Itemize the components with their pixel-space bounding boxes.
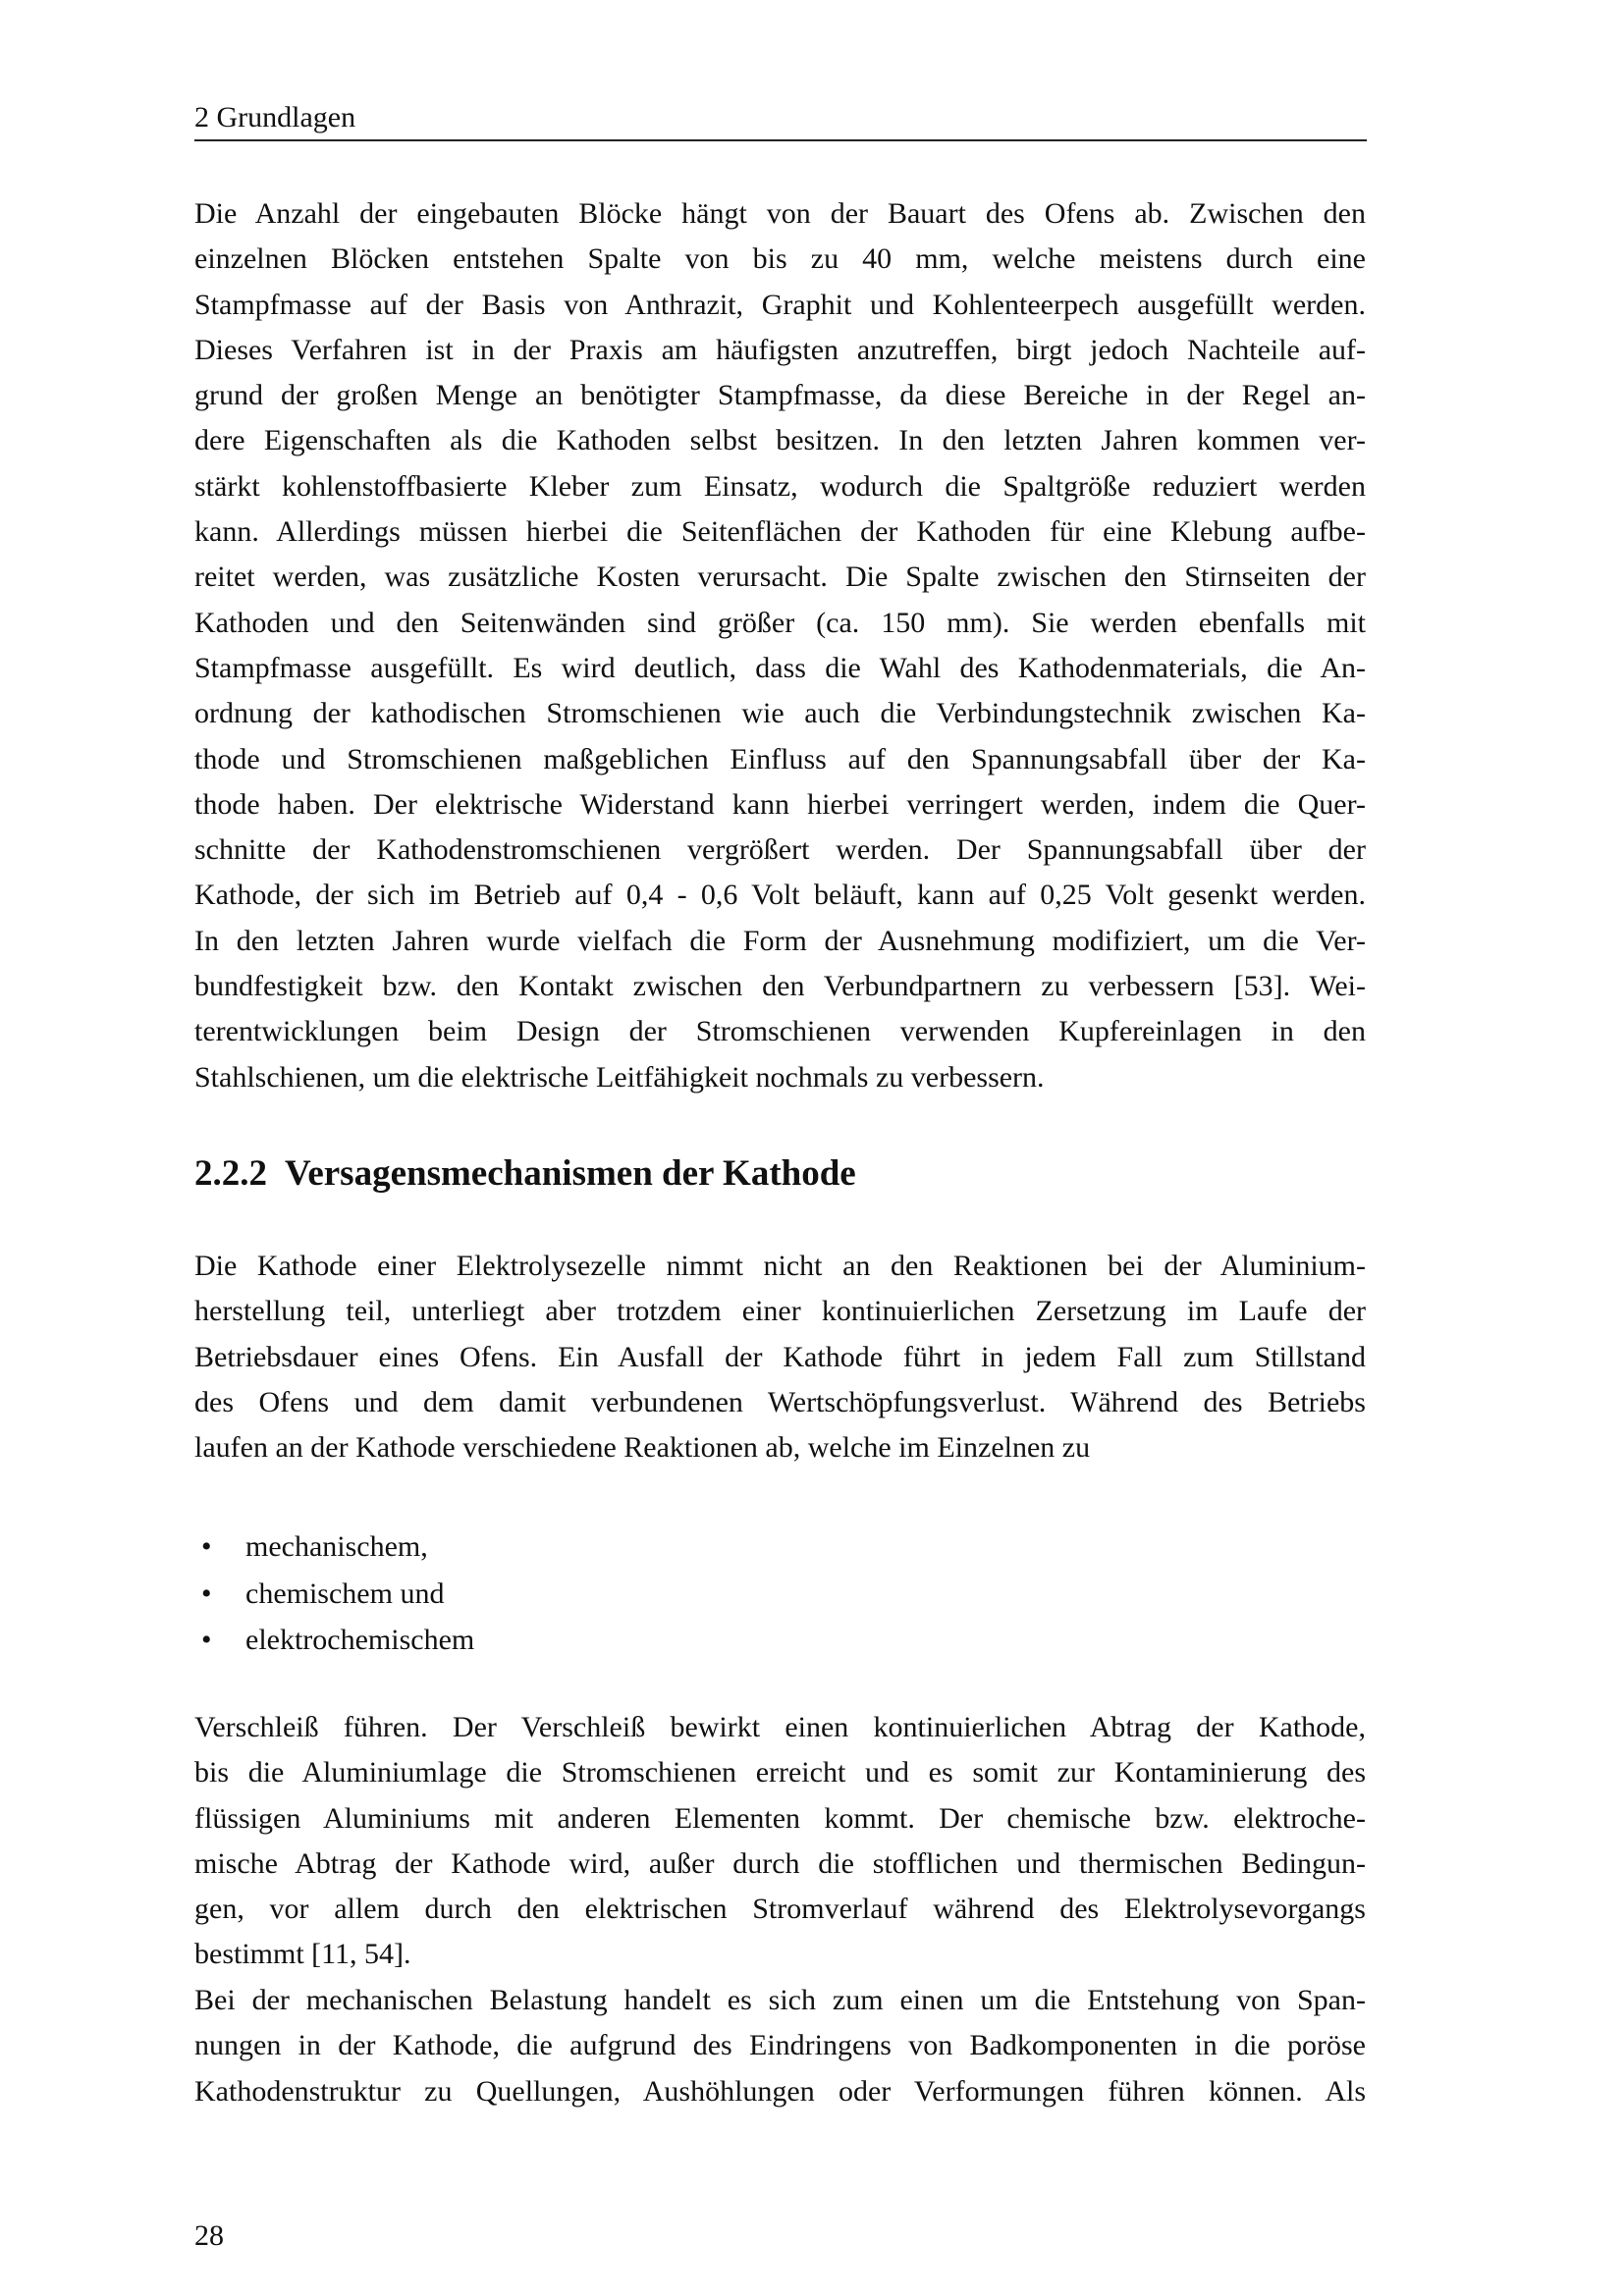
section-heading xyxy=(194,1150,856,1198)
header-rule xyxy=(194,139,1367,141)
text-line: des Ofens und dem damit verbundenen Wertschöpfungsverlust. Während des Betriebs xyxy=(194,1385,1366,1418)
text-line: bis die Aluminiumlage die Stromschienen erreicht und es somit zur Kontaminierung des xyxy=(194,1756,1366,1789)
running-header: 2 Grundlagen xyxy=(194,101,356,133)
text-line: Verschleiß führen. Der Verschleiß bewirkt einen kontinuierlichen Abtrag der Kathode, xyxy=(194,1711,1366,1743)
text-line: mische Abtrag der Kathode wird, außer durch die stofflichen und thermischen Bedingun- xyxy=(194,1846,1366,1880)
section-number: 2.2.2 xyxy=(194,1153,267,1194)
text-line: bestimmt [11, 54]. xyxy=(194,1938,411,1971)
text-line: nungen in der Kathode, die aufgrund des Eindringens von Badkomponenten in die poröse xyxy=(194,2029,1366,2062)
bullet-icon: • xyxy=(201,1530,212,1563)
text-line: schnitte der Kathodenstromschienen vergrößert werden. Der Spannungsabfall über der xyxy=(194,833,1366,867)
text-line: Die Anzahl der eingebauten Blöcke hängt von der Bauart des Ofens ab. Zwischen den xyxy=(194,197,1366,230)
text-line: Kathoden und den Seitenwänden sind größer (ca. 150 mm). Sie werden ebenfalls mit xyxy=(194,606,1366,639)
text-line: grund der großen Menge an benötigter Stampfmasse, da diese Bereiche in der Regel an- xyxy=(194,379,1366,412)
paragraph-2 xyxy=(194,1244,1366,1470)
text-line: gen, vor allem durch den elektrischen Stromverlauf während des Elektrolysevorgangs xyxy=(194,1893,1366,1926)
text-line: Dieses Verfahren ist in der Praxis am häufigsten anzutreffen, birgt jedoch Nachteile auf- xyxy=(194,333,1366,366)
text-line: herstellung teil, unterliegt aber trotzdem einer kontinuierlichen Zersetzung im Laufe der xyxy=(194,1295,1366,1328)
text-line: dere Eigenschaften als die Kathoden selbst besitzen. In den letzten Jahren kommen ver- xyxy=(194,424,1366,457)
paragraph-1 xyxy=(194,191,1366,1100)
text-line: thode haben. Der elektrische Widerstand kann hierbei verringert werden, indem die Quer- xyxy=(194,787,1366,821)
bullet-icon: • xyxy=(201,1576,212,1610)
text-line: reitet werden, was zusätzliche Kosten verursacht. Die Spalte zwischen den Stirnseiten der xyxy=(194,561,1366,594)
text-line: bundfestigkeit bzw. den Kontakt zwischen den Verbundpartnern zu verbessern [53]. Wei- xyxy=(194,970,1366,1003)
paragraph-3 xyxy=(194,1705,1366,1978)
text-line: kann. Allerdings müssen hierbei die Seitenflächen der Kathoden für eine Klebung aufbe- xyxy=(194,515,1366,549)
text-line: terentwicklungen beim Design der Stromschienen verwenden Kupfereinlagen in den xyxy=(194,1015,1366,1048)
list-item-text: mechanischem, xyxy=(245,1530,428,1563)
text-line: stärkt kohlenstoffbasierte Kleber zum Einsatz, wodurch die Spaltgröße reduziert werden xyxy=(194,469,1366,503)
page-number: 28 xyxy=(194,2219,224,2252)
text-line: Kathode, der sich im Betrieb auf 0,4 - 0,6 Volt beläuft, kann auf 0,25 Volt gesenkt werden. xyxy=(194,879,1366,912)
text-line: Betriebsdauer eines Ofens. Ein Ausfall der Kathode führt in jedem Fall zum Stillstand xyxy=(194,1340,1366,1373)
text-line: thode und Stromschienen maßgeblichen Einfluss auf den Spannungsabfall über der Ka- xyxy=(194,742,1366,775)
text-line: Bei der mechanischen Belastung handelt es sich zum einen um die Entstehung von Span- xyxy=(194,1984,1366,2016)
list-item-text: chemischem und xyxy=(245,1576,445,1610)
text-line: Stampfmasse auf der Basis von Anthrazit, Graphit und Kohlenteerpech ausgefüllt werden. xyxy=(194,288,1366,321)
text-line: laufen an der Kathode verschiedene Reaktionen ab, welche im Einzelnen zu xyxy=(194,1431,1091,1465)
text-line: In den letzten Jahren wurde vielfach die Form der Ausnehmung modifiziert, um die Ver- xyxy=(194,924,1366,957)
bullet-icon: • xyxy=(201,1624,212,1656)
text-line: einzelnen Blöcken entstehen Spalte von bis zu 40 mm, welche meistens durch eine xyxy=(194,242,1366,276)
text-line: Kathodenstruktur zu Quellungen, Aushöhlungen oder Verformungen führen können. Als xyxy=(194,2074,1366,2108)
list-item-text: elektrochemischem xyxy=(245,1624,475,1656)
text-line: Stampfmasse ausgefüllt. Es wird deutlich, dass die Wahl des Kathodenmaterials, die An- xyxy=(194,651,1366,684)
text-line: flüssigen Aluminiums mit anderen Elementen kommt. Der chemische bzw. elektroche- xyxy=(194,1801,1366,1835)
paragraph-4 xyxy=(194,1978,1366,2114)
section-title: Versagensmechanismen der Kathode xyxy=(285,1153,856,1194)
text-line: ordnung der kathodischen Stromschienen wie auch die Verbindungstechnik zwischen Ka- xyxy=(194,697,1366,730)
text-line: Die Kathode einer Elektrolysezelle nimmt nicht an den Reaktionen bei der Aluminium- xyxy=(194,1250,1366,1282)
text-line: Stahlschienen, um die elektrische Leitfähigkeit nochmals zu verbessern. xyxy=(194,1060,1045,1094)
